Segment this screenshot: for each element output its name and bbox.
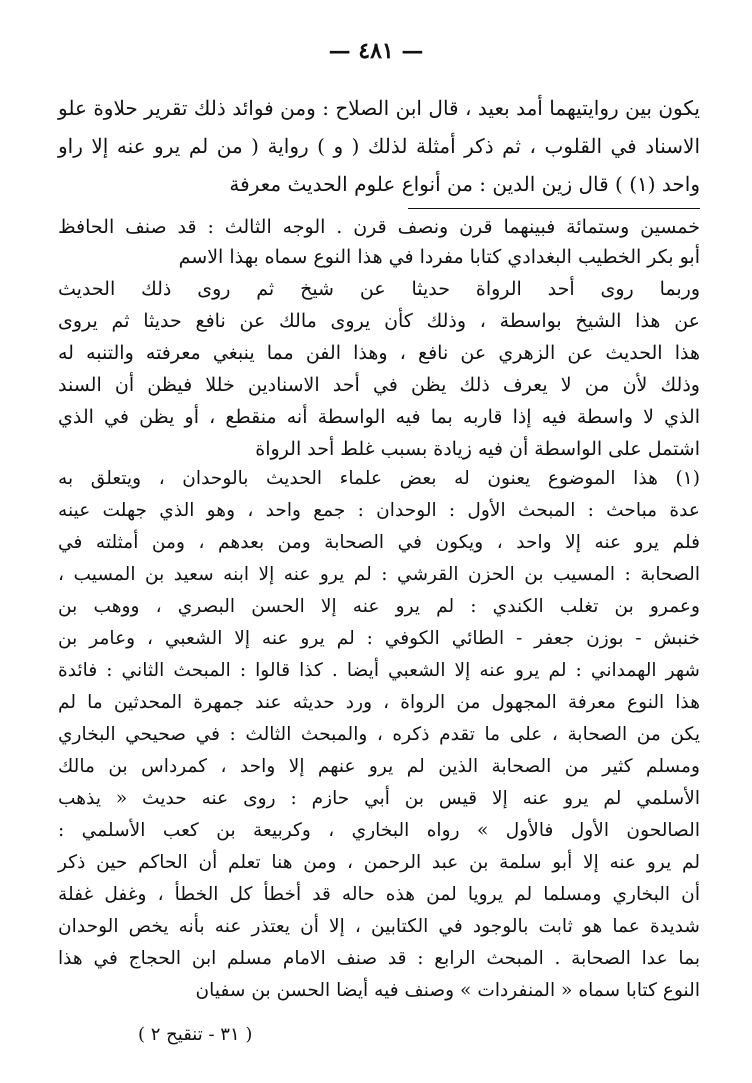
text-line: لم يرو عنه إلا أبو سلمة بن عبد الرحمن ، ومن هنا تعلم أن الحاكم حين ذكر bbox=[58, 852, 700, 873]
text-line: النوع كتابا سماه « المنفردات » وصنف فيه أيضا الحسن بن سفيان bbox=[195, 980, 700, 1001]
printer-signature: ( ٣١ - تنقيح ٢ ) bbox=[138, 1024, 253, 1045]
text-line: الذي لا واسطة فيه إذا قاربه بما فيه الواسطة أنه منقطع ، أو يظن في الذي bbox=[58, 406, 700, 428]
text-line: واحد (١) ) قال زين الدين : من أنواع علوم الحديث معرفة bbox=[229, 172, 700, 196]
text-line: أبو بكر الخطيب البغدادي كتابا مفردا في هذا النوع سماه بهذا الاسم bbox=[178, 246, 700, 268]
text-line: وذلك لأن من لا يعرف ذلك يظن في أحد الاسنادين خللا فيظن أن السند bbox=[58, 374, 700, 396]
text-line: الصحابة : المسيب بن الحزن القرشي : لم يرو عنه إلا ابنه سعيد بن المسيب ، bbox=[58, 564, 700, 585]
text-line: عن هذا الشيخ بواسطة ، وذلك كأن يروى مالك عن نافع حديثا ثم يروى bbox=[58, 310, 700, 332]
text-line: فلم يرو عنه إلا واحد ، ويكون في الصحابة ومن بعدهم ، ومن أمثلته في bbox=[58, 532, 700, 553]
text-line: يكن من الصحابة ، على ما تقدم ذكره ، والمبحث الثالث : في صحيحي البخاري bbox=[58, 724, 700, 745]
page-number: — ٤٨١ — bbox=[328, 38, 424, 64]
footnote-separator bbox=[408, 208, 700, 209]
text-line: يكون بين روايتيهما أمد بعيد ، قال ابن الصلاح : ومن فوائد ذلك تقرير حلاوة علو bbox=[58, 96, 700, 120]
text-line: بما عدا الصحابة . المبحث الرابع : قد صنف الامام مسلم ابن الحجاج في هذا bbox=[58, 948, 700, 969]
text-line: خمسين وستمائة فبينهما قرن ونصف قرن . الوجه الثالث : قد صنف الحافظ bbox=[58, 216, 700, 238]
text-line: وربما روى أحد الرواة حديثا عن شيخ ثم روى ذلك الحديث bbox=[58, 278, 700, 300]
text-line: خنبش - بوزن جعفر - الطائي الكوفي : لم يرو عنه إلا الشعبي ، وعامر بن bbox=[58, 628, 700, 649]
text-line: هذا النوع معرفة المجهول من الرواة ، ورد حديثه عند جمهرة المحدثين ما لم bbox=[58, 692, 700, 713]
text-line: هذا الحديث عن الزهري عن نافع ، وهذا الفن مما ينبغي معرفته والتنبه له bbox=[58, 342, 700, 364]
text-line: أن البخاري ومسلما لم يرويا لمن هذه حاله قد أخطأ كل الخطأ ، وغفل غفلة bbox=[58, 884, 700, 905]
text-line: الأسلمي لم يرو عنه إلا قيس بن أبي حازم : روى عنه حديث « يذهب bbox=[58, 788, 700, 809]
text-line: الاسناد في القلوب ، ثم ذكر أمثلة لذلك ( و ) رواية ( من لم يرو عنه إلا راو bbox=[58, 134, 700, 158]
text-line: شهر الهمداني : لم يرو عنه إلا الشعبي أيضا . كذا قالوا : المبحث الثاني : فائدة bbox=[58, 660, 700, 681]
text-line: الصالحون الأول فالأول » رواه البخاري ، وكربيعة بن كعب الأسلمي : bbox=[58, 820, 700, 841]
text-line: (١) هذا الموضوع يعنون له بعض علماء الحديث بالوحدان ، ويتعلق به bbox=[58, 468, 700, 489]
text-line: شديدة عما هو ثابت بالوجود في الكتابين ، إلا أن يعتذر عنه بأنه يخص الوحدان bbox=[58, 916, 700, 937]
text-line: عدة مباحث : المبحث الأول : الوحدان : جمع واحد ، وهو الذي جهلت عينه bbox=[58, 500, 700, 521]
text-line: وعمرو بن تغلب الكندي : لم يرو عنه إلا الحسن البصري ، ووهب بن bbox=[58, 596, 700, 617]
text-line: اشتمل على الواسطة أن فيه زيادة بسبب غلط أحد الرواة bbox=[255, 438, 700, 460]
text-line: ومسلم كثير من الصحابة الذين لم يرو عنهم إلا واحد ، كمرداس بن مالك bbox=[58, 756, 700, 777]
